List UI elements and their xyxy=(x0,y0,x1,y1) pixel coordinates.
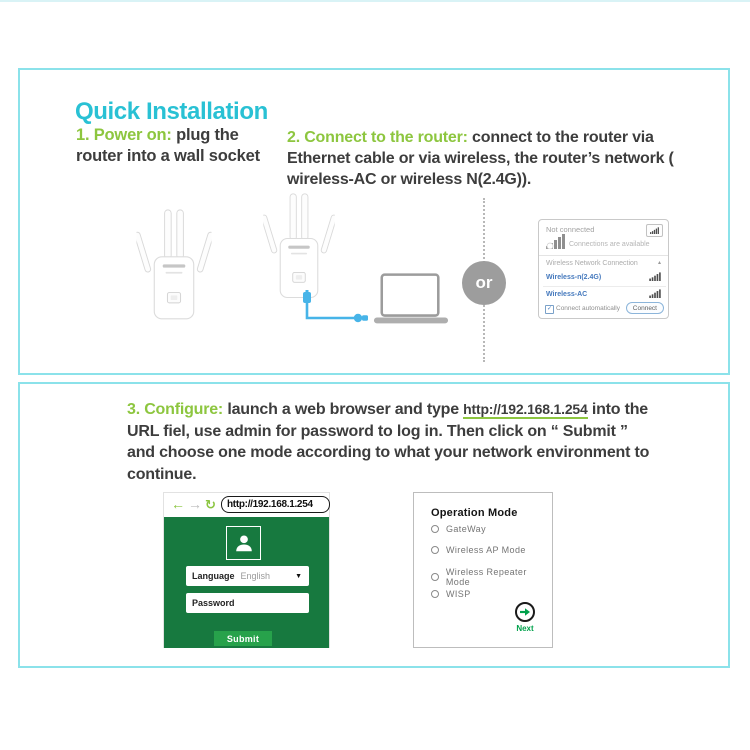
popup-divider xyxy=(539,255,668,256)
radio-label: Wireless Repeater Mode xyxy=(445,567,527,587)
language-select[interactable] xyxy=(186,566,309,586)
browser-login-mockup xyxy=(163,492,330,648)
radio-label: Wireless AP Mode xyxy=(446,545,526,555)
next-button-label: Next xyxy=(516,624,534,633)
dropdown-caret-icon: ▼ xyxy=(295,572,302,580)
password-placeholder: Password xyxy=(192,598,235,608)
step-3-body-after: into the URL fiel, use admin for password to log in. Then click on “ Submit ” and choose one mode according to what your network environment to continue. xyxy=(127,401,650,483)
language-value: English xyxy=(240,571,271,581)
step-1-label: 1. Power on: xyxy=(76,126,172,144)
step-2-label: 2. Connect to the router: xyxy=(287,129,468,146)
signal-bars-icon xyxy=(650,227,659,234)
next-button[interactable] xyxy=(515,602,535,622)
network-section-title: Wireless Network Connection xyxy=(546,260,638,267)
radio-icon xyxy=(431,573,439,581)
step-2-text xyxy=(287,127,689,190)
radio-option-gateway[interactable] xyxy=(431,524,486,534)
forward-arrow-icon[interactable]: → xyxy=(188,496,202,512)
language-label: Language xyxy=(192,571,235,581)
network-item-wireless-n[interactable]: Wireless-n(2.4G) xyxy=(546,274,602,281)
radio-option-wireless-ap[interactable] xyxy=(431,545,526,555)
network-item-wireless-ac[interactable]: Wireless-AC xyxy=(546,291,588,298)
back-arrow-icon[interactable]: ← xyxy=(171,496,185,512)
connect-automatically-label: Connect automatically xyxy=(556,305,620,312)
radio-icon xyxy=(431,590,439,598)
step-1-body: plug the router into a wall socket xyxy=(76,126,260,165)
wireless-network-popup xyxy=(538,219,669,319)
password-field[interactable] xyxy=(186,593,309,613)
radio-label: GateWay xyxy=(446,524,486,534)
wifi-repeater-illustration xyxy=(136,208,212,332)
laptop-illustration xyxy=(372,272,450,326)
router-login-page xyxy=(164,517,329,648)
connections-available-icon xyxy=(546,233,566,249)
step-3-label: 3. Configure: xyxy=(127,401,224,418)
radio-icon xyxy=(431,546,439,554)
signal-strength-icon xyxy=(649,272,661,281)
signal-strength-icon xyxy=(649,289,661,298)
collapse-caret-icon[interactable]: ▴ xyxy=(657,260,661,266)
ethernet-cable-illustration xyxy=(296,290,382,326)
step-1-text xyxy=(76,125,284,167)
step-3-body-before: launch a web browser and type xyxy=(223,401,464,418)
operation-mode-panel xyxy=(413,492,553,648)
radio-label: WISP xyxy=(446,589,471,599)
page-title: Quick Installation xyxy=(75,98,268,126)
router-url-text: http://192.168.1.254 xyxy=(463,401,588,417)
top-divider-line xyxy=(0,0,750,2)
popup-divider xyxy=(543,286,666,287)
step-3-text xyxy=(127,399,657,485)
connections-available-text: Connections are available xyxy=(569,241,650,248)
operation-mode-title: Operation Mode xyxy=(431,507,518,519)
radio-option-wireless-repeater[interactable] xyxy=(431,567,552,587)
url-address-field[interactable]: http://192.168.1.254 xyxy=(221,496,330,513)
connection-status-text: Not connected xyxy=(546,225,595,234)
avatar xyxy=(226,526,261,560)
step-2-body: connect to the router via Ethernet cable or via wireless, the router’s network ( wireless-AC or wireless N(2.4G)). xyxy=(287,129,674,188)
submit-button[interactable]: Submit xyxy=(214,631,272,646)
radio-icon xyxy=(431,525,439,533)
radio-option-wisp[interactable] xyxy=(431,589,471,599)
connect-automatically-checkbox[interactable] xyxy=(545,305,554,314)
next-arrow-icon xyxy=(519,607,531,617)
browser-toolbar xyxy=(164,493,329,517)
connect-button[interactable]: Connect xyxy=(626,302,664,314)
refresh-icon[interactable]: ↻ xyxy=(205,497,216,512)
or-badge: or xyxy=(462,261,506,305)
network-tray-icon[interactable] xyxy=(646,224,663,237)
user-icon xyxy=(233,532,255,554)
check-icon: ✓ xyxy=(546,306,553,312)
